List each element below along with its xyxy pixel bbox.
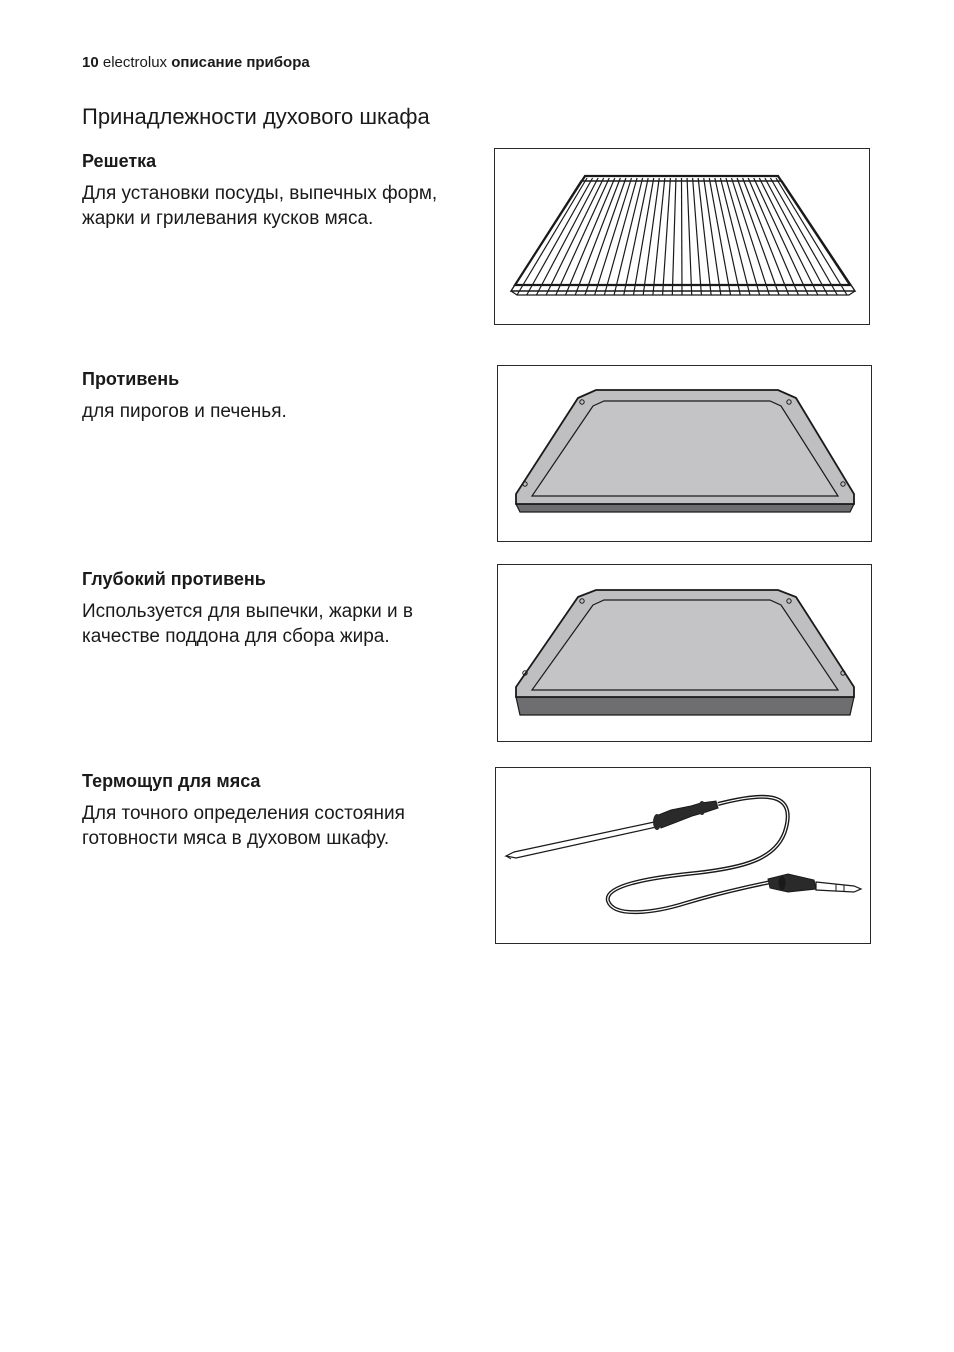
rack-wire: [517, 178, 587, 295]
rack-wire: [585, 178, 626, 295]
item-text: Используется для выпечки, жарки и в качестве поддона для сбора жира.: [82, 601, 413, 647]
item-text: Для установки посуды, выпечных форм, жарки и грилевания кусков мяса.: [82, 183, 438, 229]
deep-tray-icon: [498, 565, 871, 741]
item-baking-tray: [82, 368, 472, 424]
page-header: [82, 54, 310, 71]
page-number: 10: [82, 54, 99, 71]
grid-rack-figure: [494, 148, 870, 325]
item-meat-probe: [82, 770, 472, 851]
baking-tray-figure: [497, 365, 872, 542]
section-name: описание прибора: [171, 54, 310, 71]
rack-wire: [604, 178, 637, 295]
baking-tray-icon: [498, 366, 871, 541]
item-deep-tray: [82, 568, 472, 649]
brand-name: electrolux: [102, 54, 168, 71]
item-heading: Термощуп для мяса: [82, 771, 261, 791]
item-heading: Решетка: [82, 151, 157, 171]
item-heading: Глубокий противень: [82, 569, 266, 589]
rack-wire: [653, 178, 665, 295]
rack-wire: [546, 178, 604, 295]
rack-wire: [663, 178, 671, 295]
item-text: для пирогов и печенья.: [82, 401, 287, 422]
grid-rack-icon: [495, 149, 869, 324]
item-grid: [82, 150, 472, 231]
item-heading: Противень: [82, 369, 180, 389]
meat-probe-icon: [496, 768, 870, 943]
meat-probe-figure: [495, 767, 871, 944]
rack-wire: [682, 178, 683, 295]
rack-wire: [720, 178, 750, 295]
rack-wire: [687, 178, 692, 295]
rack-wire: [743, 178, 789, 295]
rack-wire: [759, 178, 818, 295]
page-title: Принадлежности духового шкафа: [82, 104, 430, 129]
rack-wire: [776, 178, 847, 295]
rack-wire: [672, 178, 676, 295]
item-text: Для точного определения состояния готовности мяса в духовом шкафу.: [82, 803, 405, 849]
rack-wire: [732, 178, 770, 295]
deep-tray-figure: [497, 564, 872, 742]
rack-wire: [614, 178, 643, 295]
